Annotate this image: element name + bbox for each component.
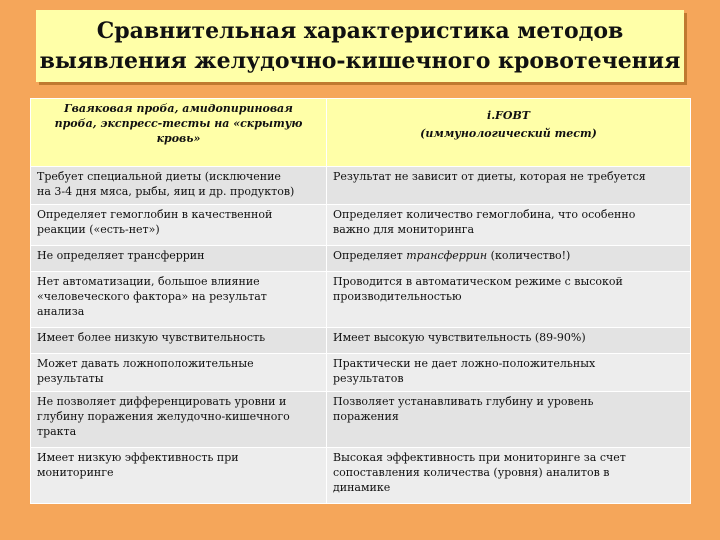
cell-line: Имеет низкую эффективность при — [37, 451, 239, 464]
cell-line: анализа — [37, 305, 85, 318]
cell-line: «человеческого фактора» на результат — [37, 290, 267, 303]
table-row — [31, 448, 691, 504]
cell-left — [31, 167, 327, 205]
table-row — [31, 354, 691, 392]
cell-line: Не определяет трансферрин — [37, 249, 205, 262]
cell-text: (количество!) — [487, 249, 571, 262]
header-left-line: кровь» — [156, 132, 201, 145]
table-row — [31, 328, 691, 354]
cell-line: поражения — [333, 410, 399, 423]
table-row — [31, 246, 691, 272]
cell-line: важно для мониторинга — [333, 223, 475, 236]
cell-line: Определяет гемоглобин в качественной — [37, 208, 273, 221]
header-left — [31, 99, 327, 167]
cell-left — [31, 448, 327, 504]
comparison-table — [30, 98, 691, 504]
cell-line: Определяет количество гемоглобина, что особенно — [333, 208, 636, 221]
cell-line — [333, 248, 684, 263]
cell-line: Имеет более низкую чувствительность — [37, 331, 266, 344]
cell-right — [327, 205, 691, 246]
cell-line: результаты — [37, 372, 104, 385]
cell-line: глубину поражения желудочно-кишечного — [37, 410, 290, 423]
cell-line: Не позволяет дифференцировать уровни и — [37, 395, 287, 408]
cell-left — [31, 328, 327, 354]
header-left-line: Гваяковая проба, амидопириновая — [64, 102, 293, 115]
header-right-line: (иммунологический тест) — [420, 127, 597, 140]
header-left-line: проба, экспресс-тесты на «скрытую — [54, 117, 303, 130]
cell-line: сопоставления количества (уровня) аналитов в — [333, 466, 610, 479]
cell-line: Результат не зависит от диеты, которая не требуется — [333, 170, 646, 183]
cell-right — [327, 272, 691, 328]
table-row — [31, 167, 691, 205]
cell-left — [31, 205, 327, 246]
slide-title — [36, 10, 684, 82]
table-row — [31, 205, 691, 246]
cell-line: Позволяет устанавливать глубину и уровень — [333, 395, 594, 408]
cell-line: тракта — [37, 425, 77, 438]
cell-line: Высокая эффективность при мониторинге за счет — [333, 451, 626, 464]
title-line-1: Сравнительная характеристика методов — [96, 18, 624, 44]
cell-right — [327, 354, 691, 392]
cell-line: Может давать ложноположительные — [37, 357, 254, 370]
cell-right — [327, 328, 691, 354]
cell-left — [31, 354, 327, 392]
cell-right — [327, 448, 691, 504]
cell-line: Требует специальной диеты (исключение — [37, 170, 281, 183]
cell-right — [327, 167, 691, 205]
cell-line: Имеет высокую чувствительность (89-90%) — [333, 331, 586, 344]
cell-line: Проводится в автоматическом режиме с высокой — [333, 275, 623, 288]
cell-text: Определяет — [333, 249, 407, 262]
cell-line: производительностью — [333, 290, 462, 303]
cell-right — [327, 246, 691, 272]
cell-line: результатов — [333, 372, 404, 385]
cell-line: Нет автоматизации, большое влияние — [37, 275, 260, 288]
cell-line: мониторинге — [37, 466, 114, 479]
table-row — [31, 272, 691, 328]
cell-left — [31, 392, 327, 448]
cell-line: динамике — [333, 481, 391, 494]
cell-right — [327, 392, 691, 448]
cell-left — [31, 246, 327, 272]
header-right-line: i.FOBT — [487, 109, 530, 122]
cell-text-italic: трансферрин — [406, 249, 488, 262]
table-header-row — [31, 99, 691, 167]
cell-left — [31, 272, 327, 328]
header-right — [327, 99, 691, 167]
cell-line: Практически не дает ложно-положительных — [333, 357, 596, 370]
cell-line: на 3-4 дня мяса, рыбы, яиц и др. продуктов) — [37, 185, 295, 198]
cell-line: реакции («есть-нет») — [37, 223, 160, 236]
table-row — [31, 392, 691, 448]
title-line-2: выявления желудочно-кишечного кровотечения — [39, 48, 681, 74]
